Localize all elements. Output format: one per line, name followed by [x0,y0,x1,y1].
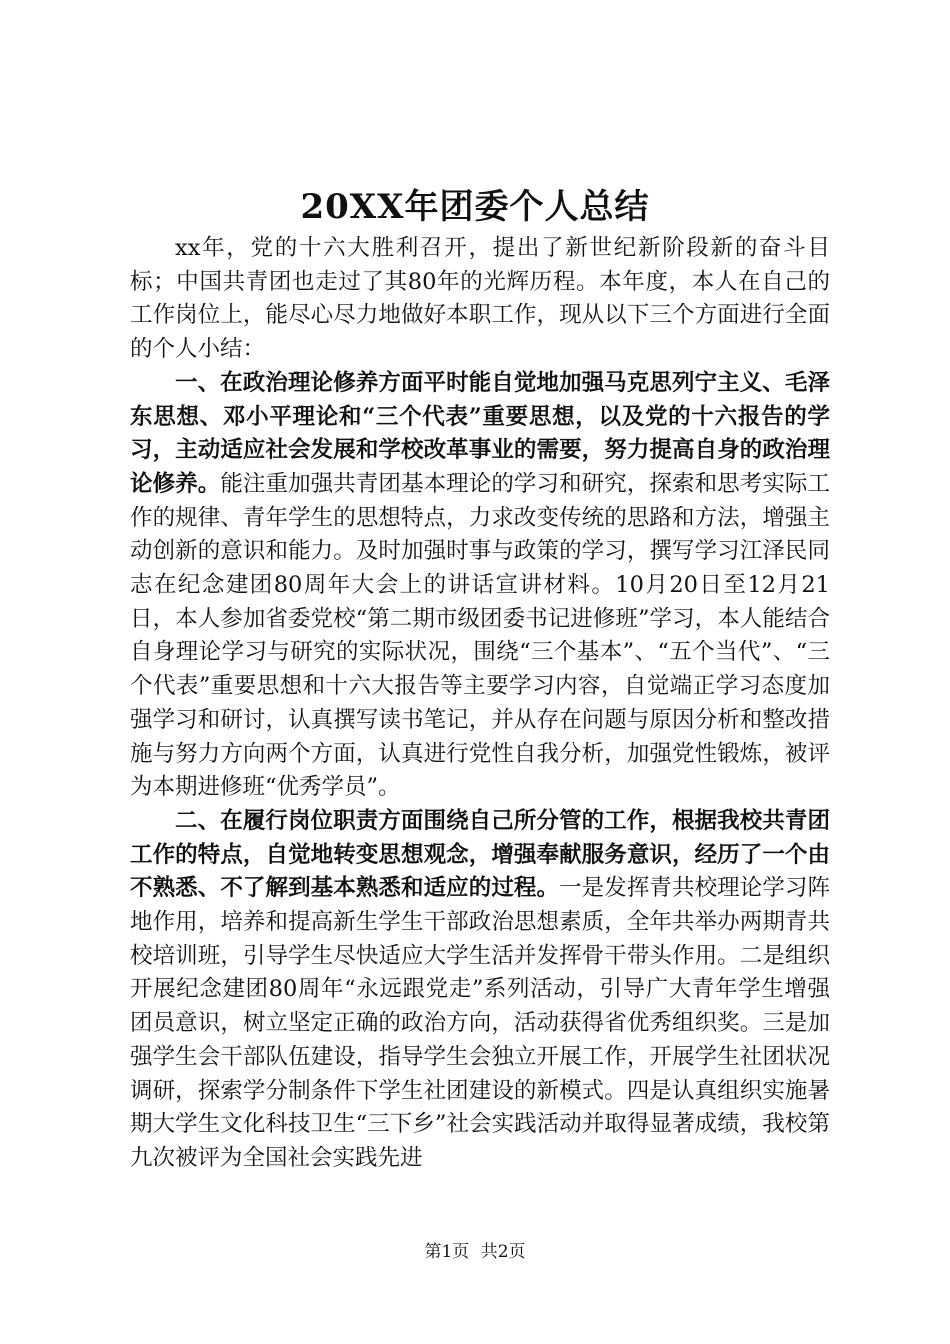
page-total: 共2页 [480,1242,526,1262]
section-1-body: 能注重加强共青团基本理论的学习和研究，探索和思考实际工作的规律、青年学生的思想特点，力求改变传统的思路和方法，增强主动创新的意识和能力。及时加强时事与政策的学习，撰写学习江泽民同志在纪念建团80周年大会上的讲话宣讲材料。10月20日至12月21日，本人参加省委党校“第二期市级团委书记进修班”学习，本人能结合自身理论学习与研究的实际状况，围绕“三个基本”、“五个当代”、“三个代表”重要思想和十六大报告等主要学习内容，自觉端正学习态度加强学习和研讨，认真撰写读书笔记，并从存在问题与原因分析和整改措施与努力方向两个方面，认真进行党性自我分析，加强党性锻炼，被评为本期进修班“优秀学员”。 [130,470,830,801]
page-number: 第1页 [424,1242,470,1262]
section-2-heading: 二、在履行岗位职责方面围绕自己所分管的工作，根据我校共青团工作的特点，自觉地转变思想观念，增强奉献服务意识，经历了一个由不熟悉、不了解到基本熟悉和适应的过程。 [130,807,830,902]
section-2-body: 一是发挥青共校理论学习阵地作用，培养和提高新生学生干部政治思想素质，全年共举办两期青共校培训班，引导学生尽快适应大学生活并发挥骨干带头作用。二是组织开展纪念建团80周年“永远跟党走”系列活动，引导广大青年学生增强团员意识，树立坚定正确的政治方向，活动获得省优秀组织奖。三是加强学生会干部队伍建设，指导学生会独立开展工作，开展学生社团状况调研，探索学分制条件下学生社团建设的新模式。四是认真组织实施暑期大学生文化科技卫生“三下乡”社会实践活动并取得显著成绩，我校第九次被评为全国社会实践先进 [130,875,830,1171]
document-title: 20XX年团委个人总结 [300,187,650,227]
section-2-paragraph [130,805,830,1176]
page-footer [0,1240,950,1264]
intro-paragraph: xx年，党的十六大胜利召开，提出了新世纪新阶段新的奋斗目标；中国共青团也走过了其80年的光辉历程。本年度，本人在自己的工作岗位上，能尽心尽力地做好本职工作，现从以下三个方面进行全面的个人小结： [130,235,830,363]
section-1-heading: 一、在政治理论修养方面平时能自觉地加强马克思列宁主义、毛泽东思想、邓小平理论和“三个代表”重要思想，以及党的十六报告的学习，主动适应社会发展和学校改革事业的需要，努力提高自身的政治理论修养。 [130,369,830,497]
document-body [130,232,830,1176]
section-1-paragraph [130,367,830,805]
